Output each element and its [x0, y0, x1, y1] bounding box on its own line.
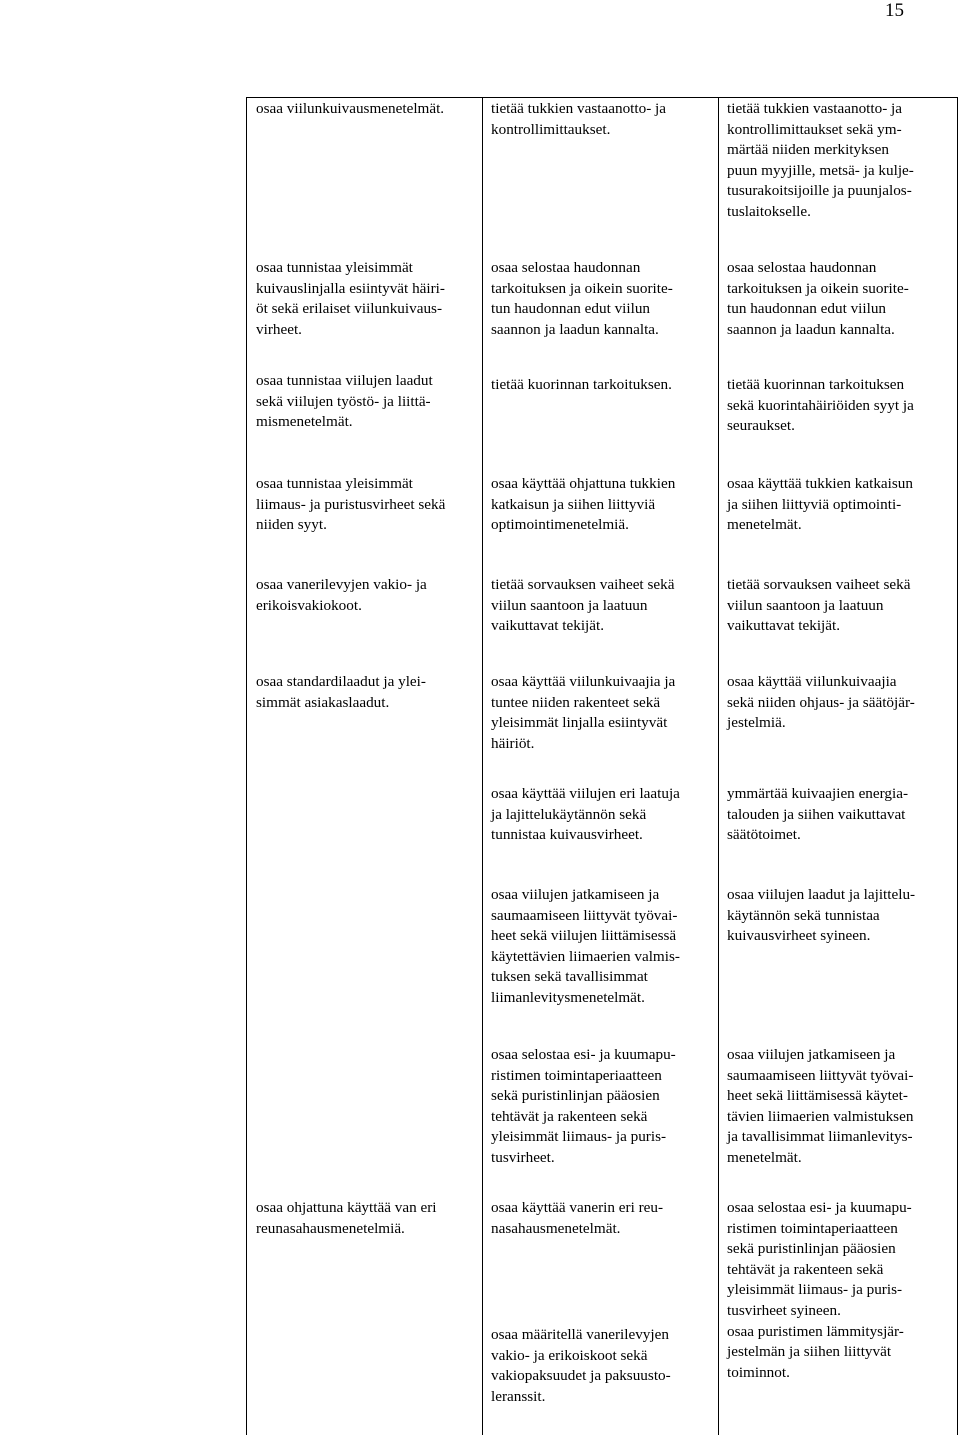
- cell-text-line: yleisimmät liimaus- ja puris-: [491, 1128, 667, 1146]
- cell-text-line: reunasahausmenetelmiä.: [256, 1219, 405, 1237]
- cell-text-line: osaa selostaa esi- ja kuumapu-: [491, 1046, 676, 1063]
- cell-text-line: simmät asiakaslaadut.: [256, 693, 390, 711]
- cell-text-line: osaa määritellä vanerilevyjen: [491, 1326, 669, 1343]
- cell-text-line: käytettävien liimaerien valmis-: [491, 947, 680, 965]
- cell-text-line: osaa selostaa haudonnan: [727, 259, 877, 276]
- cell-text-line: seuraukset.: [727, 417, 795, 435]
- cell-text-line: öt sekä erilaiset viilunkuivaus-: [256, 300, 443, 318]
- table-cell: [256, 258, 478, 340]
- cell-text-line: sekä puristinlinjan pääosien: [491, 1087, 660, 1105]
- table-cell: [727, 575, 949, 637]
- cell-text-line: yleisimmät linjalla esiintyvät: [491, 714, 668, 732]
- cell-text-line: ja lajittelukäytännön sekä: [491, 805, 647, 823]
- cell-text-line: osaa käyttää vanerin eri reu-: [491, 1199, 664, 1216]
- table-cell: [256, 575, 478, 616]
- cell-text-line: tuksen sekä tavallisimmat: [491, 968, 648, 986]
- table-cell: [727, 474, 949, 536]
- table-cell: [727, 885, 949, 947]
- cell-text-line: kontrollimittaukset.: [491, 120, 611, 138]
- cell-text-line: tuslaitokselle.: [727, 202, 811, 220]
- cell-text-line: tun haudonnan edut viilun: [727, 300, 887, 318]
- cell-text-line: käytännön sekä tunnistaa: [727, 906, 880, 924]
- page-number: 15: [885, 0, 904, 21]
- cell-text-line: menetelmät.: [727, 516, 802, 534]
- cell-text-line: osaa puristimen lämmitysjär-: [727, 1322, 904, 1340]
- cell-text-line: tusvirheet.: [491, 1148, 555, 1166]
- cell-text-line: osaa käyttää viilunkuivaajia: [727, 673, 897, 690]
- cell-text-line: viilun saantoon ja laatuun: [727, 596, 884, 614]
- cell-text-line: jestelmiä.: [727, 714, 786, 732]
- cell-text-line: vaikuttavat tekijät.: [491, 617, 605, 635]
- cell-text-line: tehtävät ja rakenteen sekä: [727, 1260, 884, 1278]
- table-cell: [256, 1198, 478, 1239]
- table-cell: [491, 1325, 713, 1407]
- table-cell: [491, 375, 713, 396]
- cell-text-line: toiminnot.: [727, 1363, 790, 1381]
- cell-text-line: vakiopaksuudet ja paksuusto-: [491, 1367, 671, 1385]
- table-cell: [491, 784, 713, 846]
- cell-text-line: sekä puristinlinjan pääosien: [727, 1240, 896, 1258]
- cell-text-line: saannon ja laadun kannalta.: [491, 320, 659, 338]
- cell-text-line: sekä niiden ohjaus- ja säätöjär-: [727, 693, 915, 711]
- cell-text-line: optimointimenetelmiä.: [491, 516, 629, 534]
- cell-text-line: osaa standardilaadut ja ylei-: [256, 673, 426, 690]
- cell-text-line: osaa selostaa esi- ja kuumapu-: [727, 1199, 912, 1216]
- cell-text-line: tävien liimaerien valmistuksen: [727, 1107, 914, 1125]
- cell-text-line: heet sekä viilujen liittämisessä: [491, 927, 677, 945]
- cell-text-line: sekä kuorintahäiriöiden syyt ja: [727, 396, 914, 414]
- cell-text-line: saannon ja laadun kannalta.: [727, 320, 895, 338]
- cell-text-line: katkaisun ja siihen liittyviä: [491, 495, 656, 513]
- table-cell: [491, 99, 713, 140]
- cell-text-line: märtää niiden merkityksen: [727, 141, 889, 159]
- cell-text-line: menetelmät.: [727, 1148, 802, 1166]
- cell-text-line: osaa viilujen jatkamiseen ja: [491, 886, 660, 903]
- cell-text-line: osaa käyttää viilunkuivaajia ja: [491, 673, 676, 690]
- cell-text-line: yleisimmät liimaus- ja puris-: [727, 1281, 903, 1299]
- cell-text-line: liimanlevitysmenetelmät.: [491, 988, 645, 1006]
- cell-text-line: osaa tunnistaa viilujen laadut: [256, 372, 433, 389]
- cell-text-line: osaa viilunkuivausmenetelmät.: [256, 100, 445, 117]
- cell-text-line: tun haudonnan edut viilun: [491, 300, 651, 318]
- cell-text-line: leranssit.: [491, 1387, 546, 1405]
- cell-text-line: ristimen toimintaperiaatteen: [727, 1219, 898, 1237]
- table-cell: [491, 474, 713, 536]
- table-cell: [727, 99, 949, 223]
- table-cell: [491, 885, 713, 1009]
- table-cell: [256, 371, 478, 433]
- table-cell: [491, 672, 713, 754]
- cell-text-line: ja tavallisimmat liimanlevitys-: [727, 1128, 913, 1146]
- cell-text-line: ja siihen liittyviä optimointi-: [727, 495, 902, 513]
- table-cell: [491, 1198, 713, 1239]
- cell-text-line: puun myyjille, metsä- ja kulje-: [727, 161, 914, 179]
- table-cell: [256, 99, 478, 120]
- cell-text-line: osaa tunnistaa yleisimmät: [256, 259, 413, 276]
- table-cell: [491, 1045, 713, 1169]
- cell-text-line: vakio- ja erikoiskoot sekä: [491, 1346, 648, 1364]
- table-cell: [491, 258, 713, 340]
- cell-text-line: tietää tukkien vastaanotto- ja: [491, 100, 667, 117]
- cell-text-line: tietää kuorinnan tarkoituksen.: [491, 376, 672, 393]
- cell-text-line: tietää sorvauksen vaiheet sekä: [727, 576, 911, 593]
- cell-text-line: tarkoituksen ja oikein suorite-: [727, 279, 909, 297]
- cell-text-line: tietää kuorinnan tarkoituksen: [727, 376, 905, 393]
- cell-text-line: osaa viilujen jatkamiseen ja: [727, 1046, 896, 1063]
- cell-text-line: nasahausmenetelmät.: [491, 1219, 621, 1237]
- cell-text-line: virheet.: [256, 320, 302, 338]
- table-cell: [727, 784, 949, 846]
- column-divider: [718, 97, 719, 1435]
- cell-text-line: kontrollimittaukset sekä ym-: [727, 120, 902, 138]
- cell-text-line: talouden ja siihen vaikuttavat: [727, 805, 906, 823]
- cell-text-line: osaa vanerilevyjen vakio- ja: [256, 576, 427, 593]
- cell-text-line: osaa käyttää viilujen eri laatuja: [491, 785, 680, 802]
- cell-text-line: niiden syyt.: [256, 516, 327, 534]
- cell-text-line: saumaamiseen liittyvät työvai-: [727, 1066, 914, 1084]
- cell-text-line: osaa tunnistaa yleisimmät: [256, 475, 413, 492]
- cell-text-line: tehtävät ja rakenteen sekä: [491, 1107, 648, 1125]
- table-cell: [256, 672, 478, 713]
- cell-text-line: vaikuttavat tekijät.: [727, 617, 841, 635]
- cell-text-line: erikoisvakiokoot.: [256, 596, 362, 614]
- cell-text-line: ymmärtää kuivaajien energia-: [727, 785, 909, 802]
- cell-text-line: osaa selostaa haudonnan: [491, 259, 641, 276]
- cell-text-line: jestelmän ja siihen liittyvät: [727, 1343, 892, 1361]
- cell-text-line: osaa käyttää tukkien katkaisun: [727, 475, 913, 492]
- cell-text-line: tuntee niiden rakenteet sekä: [491, 693, 661, 711]
- cell-text-line: viilun saantoon ja laatuun: [491, 596, 648, 614]
- table-cell: [727, 1045, 949, 1169]
- cell-text-line: osaa viilujen laadut ja lajittelu-: [727, 886, 916, 903]
- table-cell: [491, 575, 713, 637]
- cell-text-line: mismenetelmät.: [256, 413, 353, 431]
- cell-text-line: heet sekä liittämisessä käytet-: [727, 1087, 908, 1105]
- cell-text-line: saumaamiseen liittyvät työvai-: [491, 906, 678, 924]
- cell-text-line: häiriöt.: [491, 734, 535, 752]
- cell-text-line: ristimen toimintaperiaatteen: [491, 1066, 662, 1084]
- cell-text-line: tarkoituksen ja oikein suorite-: [491, 279, 673, 297]
- cell-text-line: tietää tukkien vastaanotto- ja: [727, 100, 903, 117]
- cell-text-line: kuivauslinjalla esiintyvät häiri-: [256, 279, 445, 297]
- table-cell: [727, 672, 949, 734]
- cell-text-line: osaa käyttää ohjattuna tukkien: [491, 475, 676, 492]
- cell-text-line: liimaus- ja puristusvirheet sekä: [256, 495, 446, 513]
- table-cell: [727, 258, 949, 340]
- cell-text-line: tusurakoitsijoille ja puunjalos-: [727, 182, 912, 200]
- table-cell: [727, 375, 949, 437]
- cell-text-line: säätötoimet.: [727, 826, 801, 844]
- cell-text-line: osaa ohjattuna käyttää van eri: [256, 1199, 437, 1216]
- column-divider: [482, 97, 483, 1435]
- cell-text-line: tunnistaa kuivausvirheet.: [491, 826, 643, 844]
- cell-text-line: sekä viilujen työstö- ja liittä-: [256, 392, 431, 410]
- table-cell: [727, 1198, 949, 1383]
- cell-text-line: tietää sorvauksen vaiheet sekä: [491, 576, 675, 593]
- cell-text-line: tusvirheet syineen.: [727, 1301, 841, 1319]
- cell-text-line: kuivausvirheet syineen.: [727, 927, 871, 945]
- table-cell: [256, 474, 478, 536]
